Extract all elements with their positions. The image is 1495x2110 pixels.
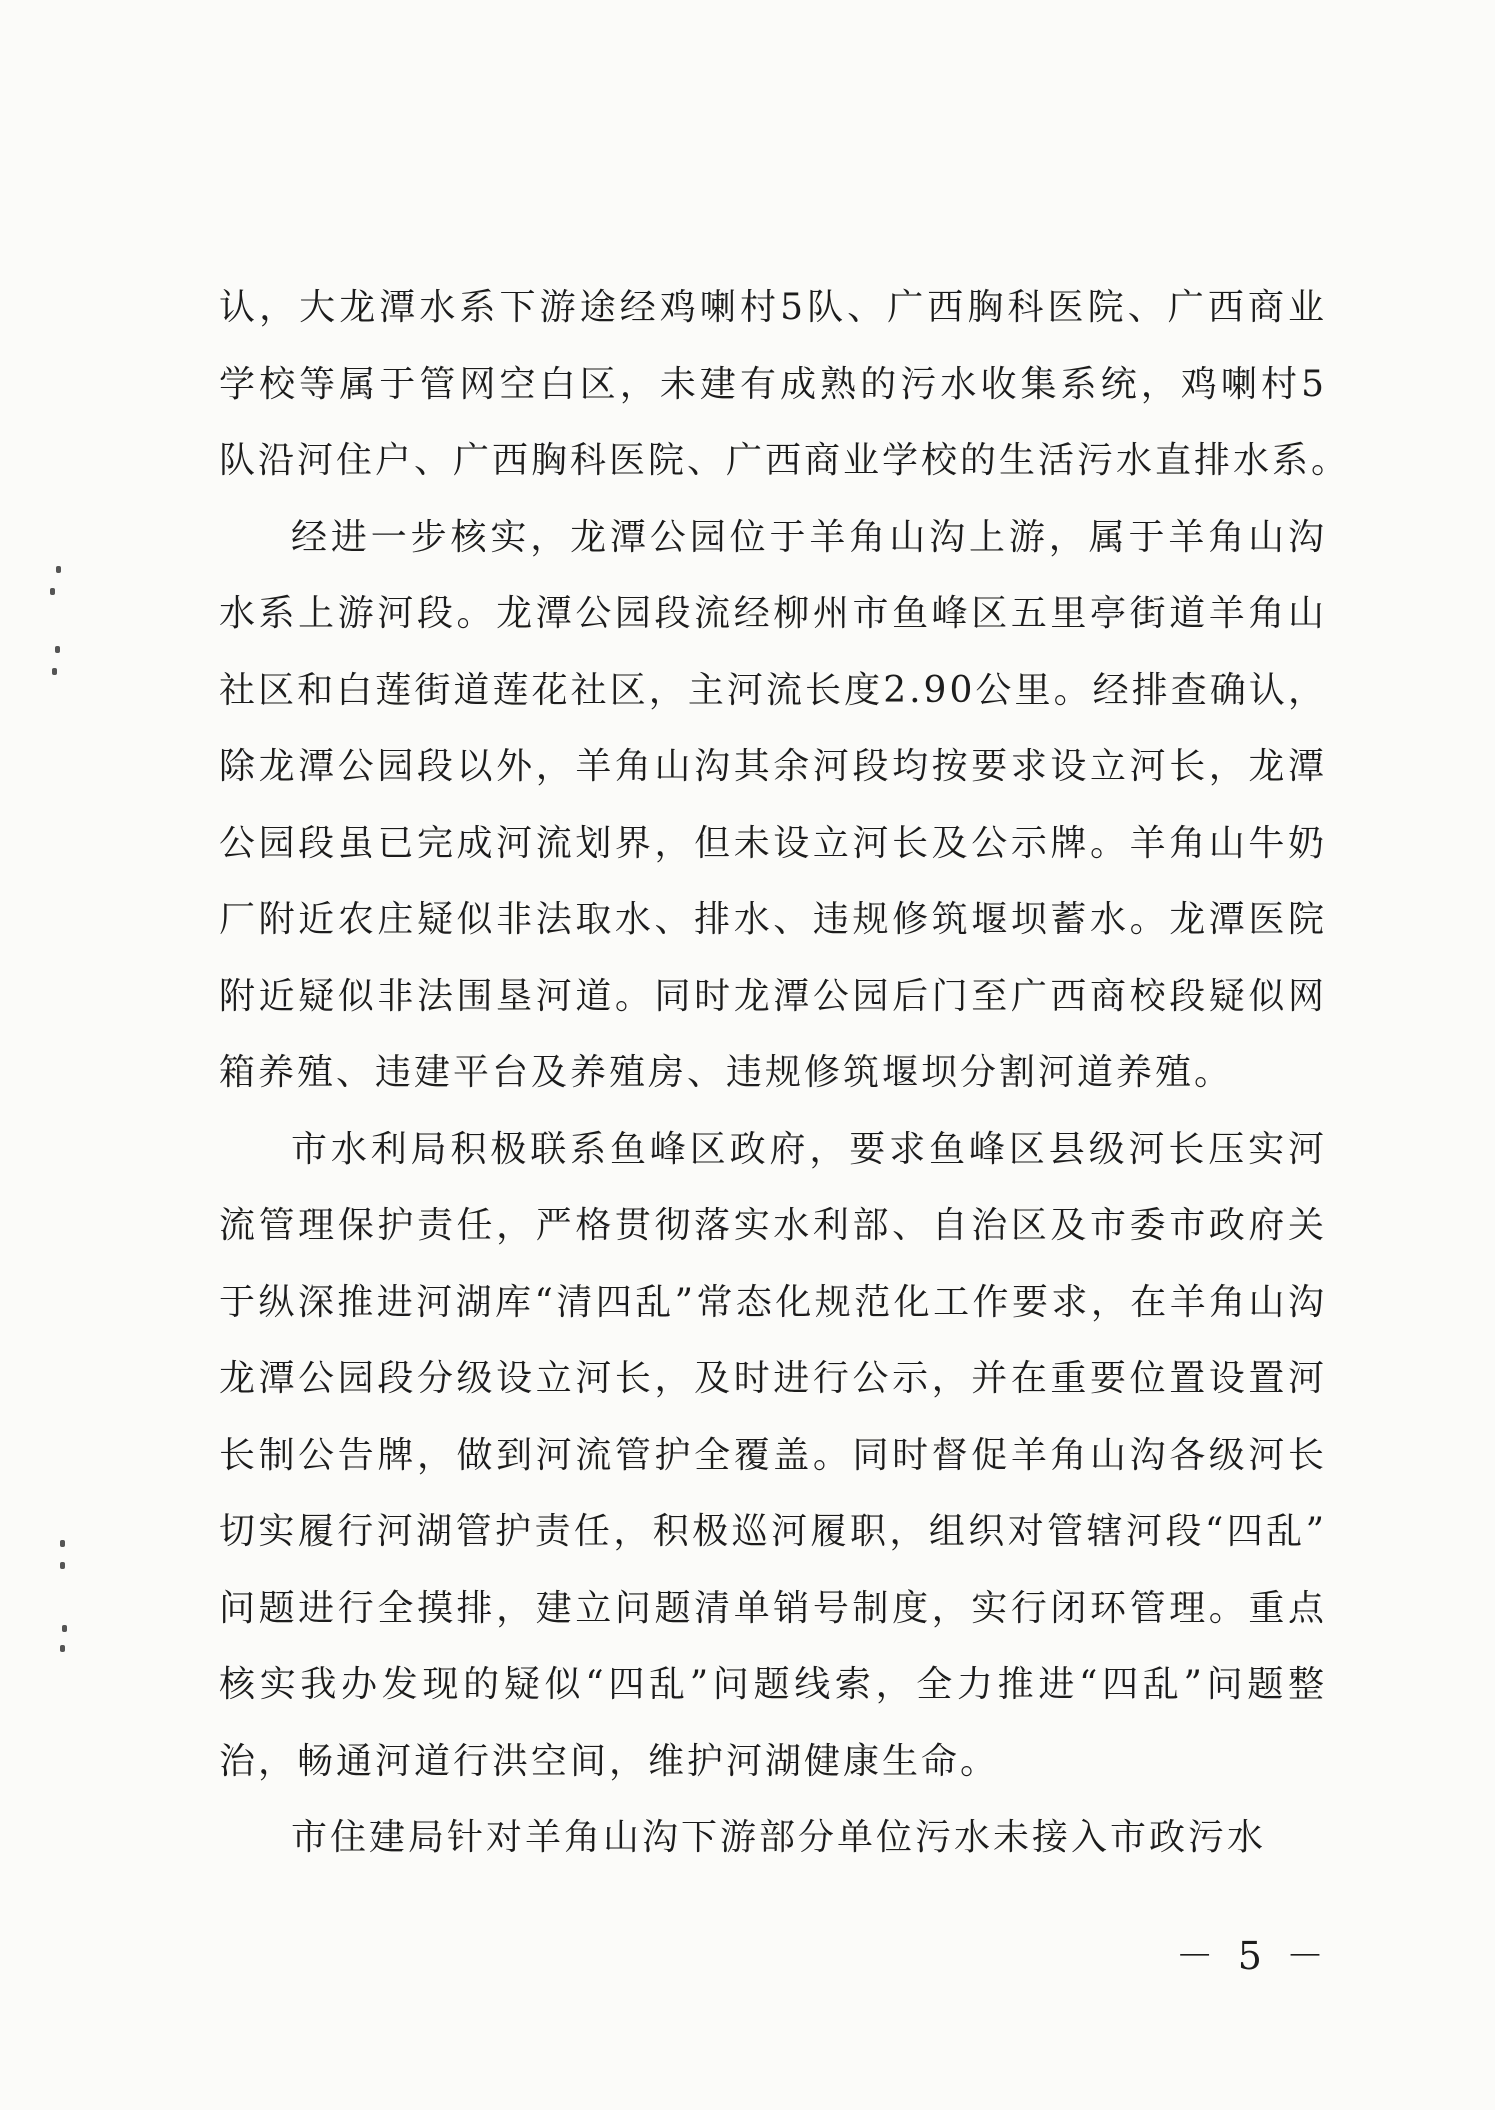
text-line: 学校等属于管网空白区，未建有成熟的污水收集系统，鸡喇村5: [219, 363, 1327, 405]
scan-mark: [52, 668, 57, 675]
scan-mark: [55, 646, 60, 653]
text-line: 市住建局针对羊角山沟下游部分单位污水未接入市政污水: [291, 1817, 1267, 1858]
scan-mark: [60, 1562, 65, 1569]
scan-mark: [60, 1540, 65, 1547]
scan-mark: [60, 1645, 65, 1652]
paragraph-1: [219, 270, 1351, 500]
text-line: 箱养殖、违建平台及养殖房、违规修筑堰坝分割河道养殖。: [219, 1052, 1234, 1093]
text-line: 切实履行河湖管护责任，积极巡河履职，组织对管辖河段“四乱”: [219, 1511, 1327, 1552]
text-line: 核实我办发现的疑似“四乱”问题线索，全力推进“四乱”问题整: [219, 1664, 1327, 1705]
text-line: 社区和白莲街道莲花社区，主河流长度2.90公里。经排查确认，: [219, 669, 1327, 711]
text-line: 问题进行全摸排，建立问题清单销号制度，实行闭环管理。重点: [219, 1587, 1327, 1629]
document-body: [219, 270, 1351, 1877]
scan-mark: [50, 588, 55, 595]
text-line: 经进一步核实，龙潭公园位于羊角山沟上游，属于羊角山沟: [291, 516, 1327, 558]
text-line: 厂附近农庄疑似非法取水、排水、违规修筑堰坝蓄水。龙潭医院: [219, 899, 1327, 940]
text-line: 除龙潭公园段以外，羊角山沟其余河段均按要求设立河长，龙潭: [219, 746, 1327, 787]
text-line: 认，大龙潭水系下游途经鸡喇村5队、广西胸科医院、广西商业: [219, 287, 1327, 328]
text-line: 队沿河住户、广西胸科医院、广西商业学校的生活污水直排水系。: [219, 440, 1351, 481]
text-line: 公园段虽已完成河流划界，但未设立河长及公示牌。羊角山牛奶: [219, 822, 1327, 864]
text-line: 流管理保护责任，严格贯彻落实水利部、自治区及市委市政府关: [219, 1205, 1327, 1246]
text-line: 水系上游河段。龙潭公园段流经柳州市鱼峰区五里亭街道羊角山: [219, 593, 1327, 634]
paragraph-3: [219, 1112, 1327, 1801]
scan-mark: [56, 566, 61, 573]
text-line: 长制公告牌，做到河流管护全覆盖。同时督促羊角山沟各级河长: [219, 1434, 1327, 1476]
page-number: － 5 －: [1175, 1934, 1330, 1978]
text-line: 龙潭公园段分级设立河长，及时进行公示，并在重要位置设置河: [219, 1358, 1327, 1399]
text-line: 治，畅通河道行洪空间，维护河湖健康生命。: [219, 1740, 1000, 1782]
text-line: 市水利局积极联系鱼峰区政府，要求鱼峰区县级河长压实河: [291, 1128, 1327, 1170]
paragraph-4: [219, 1800, 1327, 1877]
text-line: 附近疑似非法围垦河道。同时龙潭公园后门至广西商校段疑似网: [219, 975, 1327, 1017]
scan-mark: [62, 1625, 67, 1632]
text-line: 于纵深推进河湖库“清四乱”常态化规范化工作要求，在羊角山沟: [219, 1281, 1327, 1323]
paragraph-2: [219, 500, 1327, 1112]
